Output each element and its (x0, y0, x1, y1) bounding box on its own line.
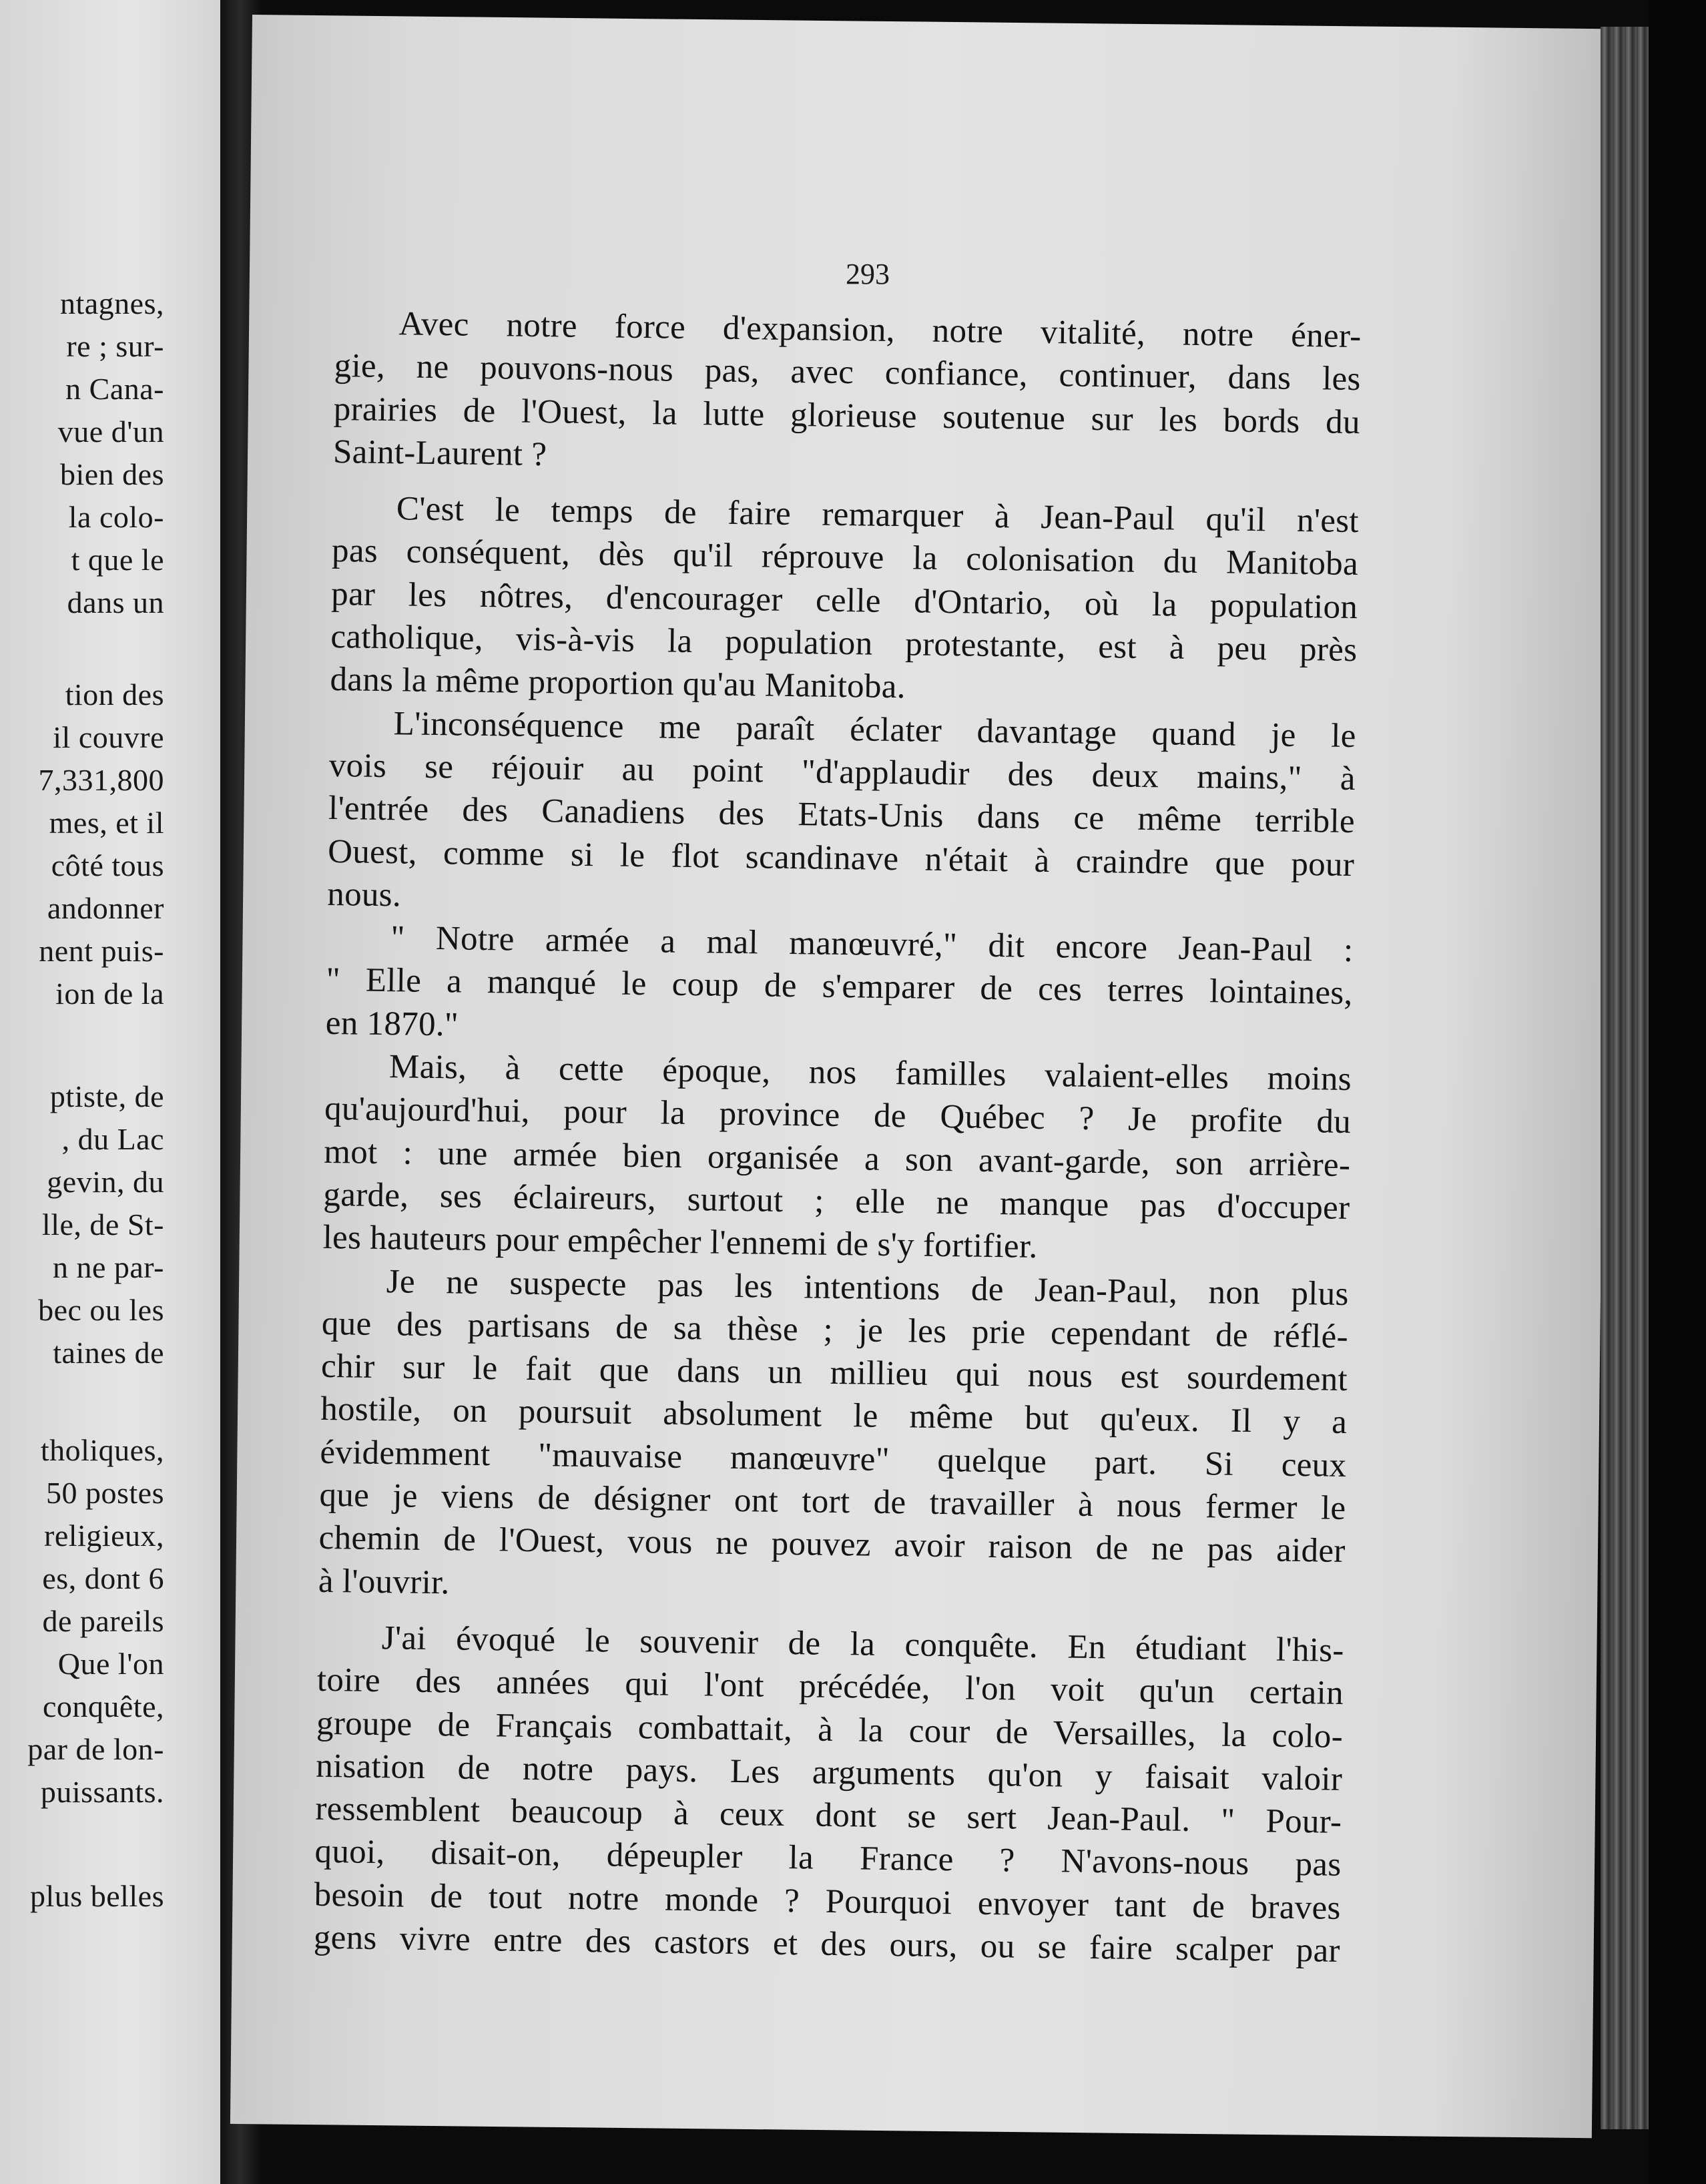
facing-page-line: dans un (67, 585, 164, 619)
text-line: C'est le temps de faire remarquer à Jean-Paul qu'il n'est (396, 490, 1360, 541)
text-line: qu'aujourd'hui, pour la province de Québec ? Je profite du (324, 1090, 1352, 1141)
text-line: dans la même proportion qu'au Manitoba. (330, 661, 906, 706)
facing-page-line: Que l'on (57, 1647, 164, 1681)
text-line: " Notre armée a mal manœuvré," dit encore Jean-Paul : (390, 919, 1354, 970)
facing-page-line: n ne par- (52, 1250, 164, 1284)
text-line: vois se réjouir au point "d'applaudir des deux mains," à (328, 746, 1356, 798)
text-line: chir sur le fait que dans un millieu qui nous est sourdement (320, 1347, 1348, 1399)
facing-page-line: religieux, (44, 1519, 164, 1553)
facing-page-line: es, dont 6 (42, 1561, 164, 1595)
page-body (313, 302, 1361, 1972)
facing-page-line: re ; sur- (66, 329, 164, 363)
scan-border (1649, 0, 1706, 2184)
text-line: que des partisans de sa thèse ; je les prie cependant de réflé- (321, 1304, 1349, 1356)
text-line: Mais, à cette époque, nos familles valaient-elles moins (388, 1048, 1352, 1099)
text-line: L'inconséquence me paraît éclater davantage quand je le (393, 704, 1356, 755)
facing-page-line: bec ou les (38, 1293, 164, 1327)
text-line: besoin de tout notre monde ? Pourquoi envoyer tant de braves (314, 1876, 1341, 1927)
text-line: Je ne suspecte pas les intentions de Jean-Paul, non plus (386, 1262, 1350, 1313)
text-line: que je viens de désigner ont tort de travailler à nous fermer le (319, 1476, 1346, 1527)
text-line: toire des années qui l'ont précédée, l'on voit qu'un certain (316, 1661, 1344, 1713)
facing-page-line: la colo- (68, 500, 164, 534)
facing-page-line: tion des (65, 677, 164, 712)
facing-page-line: mes, et il (49, 806, 164, 840)
text-line: " Elle a manqué le coup de s'emparer de ces terres lointaines, (326, 961, 1353, 1013)
text-line: ressemblent beaucoup à ceux dont se sert Jean-Paul. " Pour- (315, 1790, 1342, 1842)
facing-page-line: ntagnes, (59, 286, 164, 320)
text-line: Ouest, comme si le flot scandinave n'était à craindre que pour (327, 832, 1355, 884)
facing-page-line: bien des (59, 457, 164, 491)
facing-page-line: n Cana- (65, 372, 164, 406)
text-line: J'ai évoqué le souvenir de la conquête. En étudiant l'his- (381, 1619, 1345, 1669)
facing-page-line: t que le (71, 543, 164, 577)
text-line: nous. (327, 875, 402, 914)
facing-page-line: nent puis- (39, 934, 164, 968)
facing-page-line: conquête, (42, 1689, 164, 1723)
facing-page (0, 0, 220, 2184)
facing-page-line: gevin, du (47, 1165, 164, 1199)
facing-page-line: tholiques, (40, 1433, 164, 1467)
facing-page-line: lle, de St- (41, 1207, 164, 1242)
facing-page-line: plus belles (30, 1879, 164, 1913)
facing-page-line: par de lon- (27, 1732, 164, 1766)
facing-page-line: puissants. (40, 1775, 164, 1809)
facing-page-line: andonner (47, 891, 164, 925)
text-line: Saint-Laurent ? (332, 433, 547, 474)
text-line: en 1870." (325, 1004, 459, 1044)
facing-page-line: ptiste, de (49, 1079, 164, 1113)
facing-page-line: 50 postes (46, 1476, 164, 1510)
text-line: pas conséquent, dès qu'il réprouve la colonisation du Manitoba (331, 532, 1359, 583)
facing-page-line: vue d'un (57, 415, 164, 449)
text-line: chemin de l'Ouest, vous ne pouvez avoir raison de ne pas aider (318, 1519, 1346, 1571)
text-line: mot : une armée bien organisée a son avant-garde, son arrière- (323, 1133, 1351, 1184)
page-number: 293 (846, 258, 890, 290)
facing-page-line: ion de la (55, 977, 164, 1011)
text-line: catholique, vis-à-vis la population protestante, est à peu près (330, 618, 1358, 669)
text-line: gens vivre entre des castors et des ours, ou se faire scalper par (313, 1918, 1341, 1970)
text-line: prairies de l'Ouest, la lutte glorieuse soutenue sur les bords du (333, 390, 1361, 441)
facing-page-line: il couvre (53, 720, 164, 754)
text-line: Avec notre force d'expansion, notre vitalité, notre éner- (398, 305, 1362, 356)
text-line: par les nôtres, d'encourager celle d'Ontario, où la population (330, 575, 1358, 626)
text-line: gie, ne pouvons-nous pas, avec confiance, continuer, dans les (334, 347, 1361, 398)
facing-page-line: de pareils (42, 1604, 164, 1638)
text-line: quoi, disait-on, dépeupler la France ? N'avons-nous pas (314, 1833, 1342, 1884)
text-line: l'entrée des Canadiens des Etats-Unis dans ce même terrible (328, 790, 1356, 841)
text-line: à l'ouvrir. (318, 1562, 450, 1602)
text-line: les hauteurs pour empêcher l'ennemi de s'y fortifier. (322, 1219, 1038, 1266)
text-line: garde, ses éclaireurs, surtout ; elle ne manque pas d'occuper (323, 1175, 1350, 1227)
text-line: groupe de Français combattait, à la cour de Versailles, la colo- (316, 1704, 1344, 1755)
text-line: évidemment "mauvaise manœuvre" quelque part. Si ceux (320, 1433, 1347, 1484)
facing-page-line: côté tous (51, 848, 164, 882)
text-line: hostile, on poursuit absolument le même but qu'eux. Il y a (320, 1390, 1348, 1442)
text-line: nisation de notre pays. Les arguments qu'on y faisait valoir (315, 1747, 1343, 1798)
facing-page-line: taines de (53, 1336, 164, 1370)
facing-page-line: , du Lac (61, 1122, 164, 1156)
facing-page-line: 7,331,800 (38, 763, 164, 797)
